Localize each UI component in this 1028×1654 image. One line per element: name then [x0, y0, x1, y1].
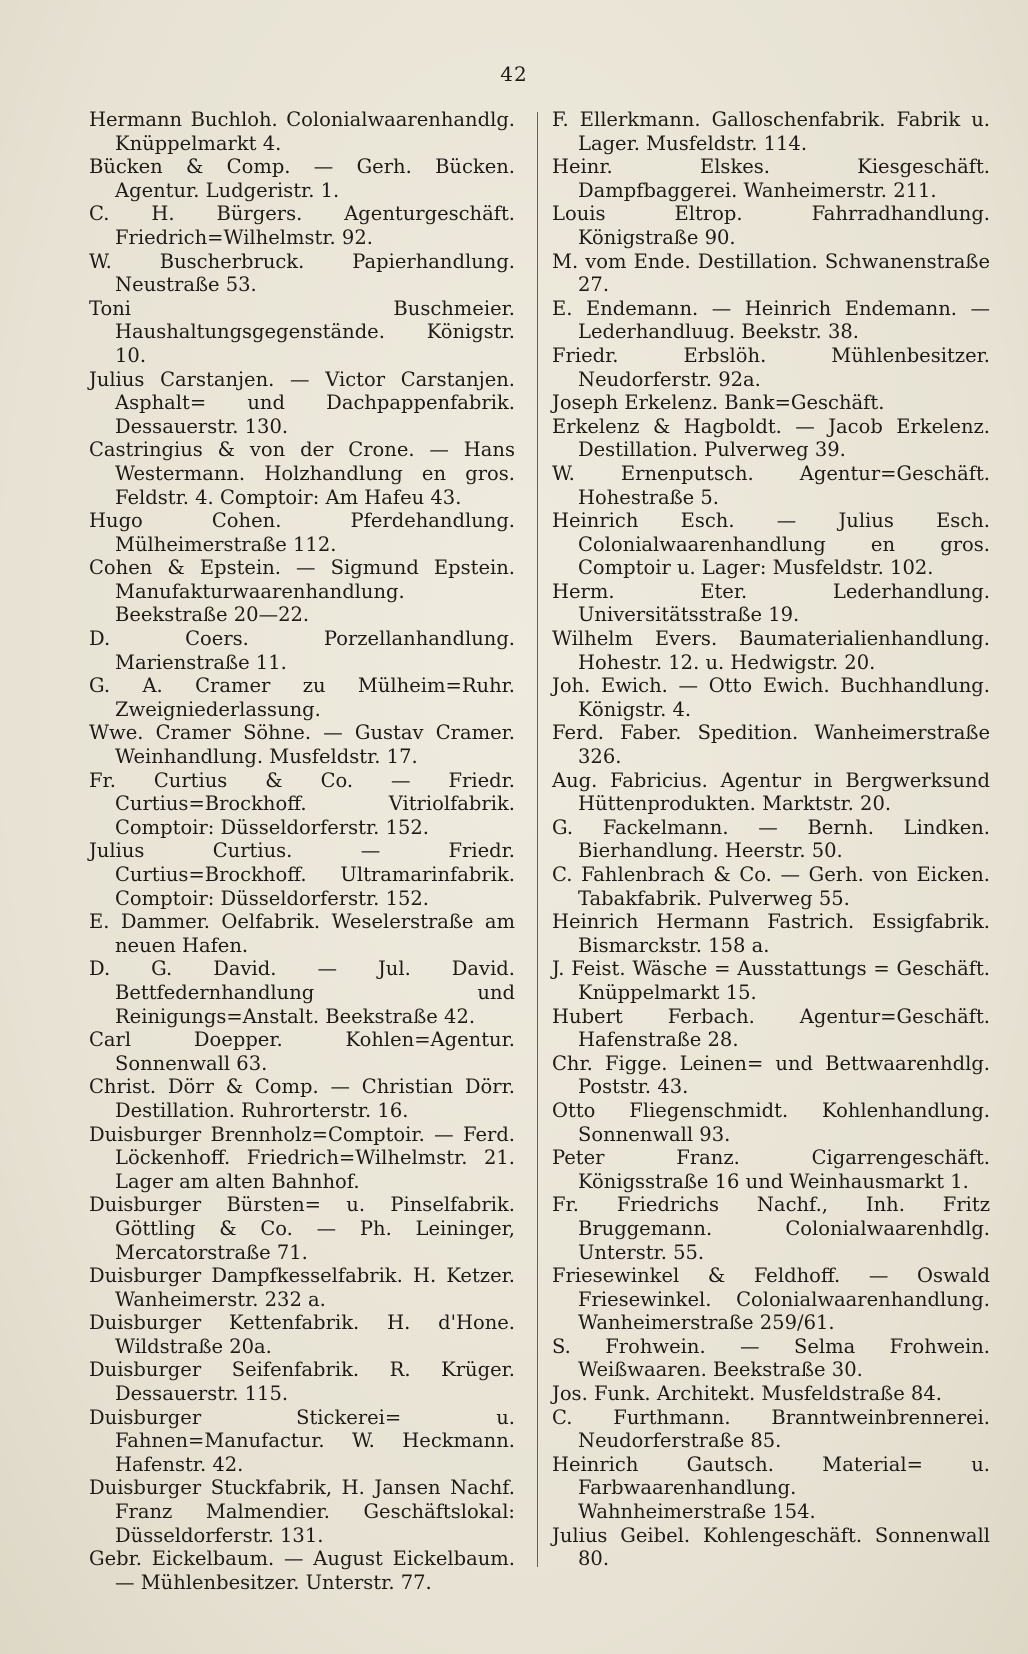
directory-entry: Chr. Figge. Leinen= und Bettwaarenhdlg. Poststr. 43.: [552, 1051, 990, 1099]
directory-entry: Duisburger Stickerei= u. Fahnen=Manufactur. W. Heckmann. Hafenstr. 42.: [89, 1405, 515, 1476]
directory-entry: Toni Buschmeier. Haushaltungsgegenstände. Königstr. 10.: [89, 296, 515, 367]
directory-entry: Carl Doepper. Kohlen=Agentur. Sonnenwall 63.: [89, 1028, 515, 1075]
page-number: 42: [500, 62, 528, 86]
directory-entry: Duisburger Stuckfabrik, H. Jansen Nachf. Franz Malmendier. Geschäftslokal: Düsseldorferstr. 131.: [89, 1476, 515, 1547]
directory-entry: Christ. Dörr & Comp. — Christian Dörr. Destillation. Ruhrorterstr. 16.: [89, 1075, 515, 1122]
directory-entry: Duisburger Bürsten= u. Pinselfabrik. Göttling & Co. — Ph. Leininger, Mercatorstraße 71.: [89, 1193, 515, 1264]
directory-entry: Jos. Funk. Architekt. Musfeldstraße 84.: [552, 1382, 942, 1406]
directory-entry: Friesewinkel & Feldhoff. — Oswald Friesewinkel. Colonialwaarenhandlung. Wanheimerstraße 259/61.: [552, 1264, 990, 1335]
directory-entry: M. vom Ende. Destillation. Schwanenstraße 27.: [552, 249, 990, 297]
directory-entry: Hubert Ferbach. Agentur=Geschäft. Hafenstraße 28.: [552, 1004, 990, 1052]
directory-entry: Aug. Fabricius. Agentur in Bergwerksund Hüttenprodukten. Marktstr. 20.: [552, 768, 990, 816]
directory-entry: Louis Eltrop. Fahrradhandlung. Königstraße 90.: [552, 202, 990, 249]
right-column: [552, 108, 990, 1571]
directory-entry: Erkelenz & Hagboldt. — Jacob Erkelenz. Destillation. Pulverweg 39.: [552, 414, 990, 462]
directory-entry: Hermann Buchloh. Colonialwaarenhandlg. Knüppelmarkt 4.: [89, 108, 515, 155]
left-column: [89, 108, 515, 1594]
directory-entry: Cohen & Epstein. — Sigmund Epstein. Manufakturwaarenhandlung. Beekstraße 20—22.: [89, 556, 515, 627]
directory-entry: Friedr. Erbslöh. Mühlenbesitzer. Neudorferstr. 92a.: [552, 343, 990, 391]
directory-entry: Otto Fliegenschmidt. Kohlenhandlung. Sonnenwall 93.: [552, 1098, 990, 1146]
directory-entry: F. Ellerkmann. Galloschenfabrik. Fabrik u. Lager. Musfeldstr. 114.: [552, 108, 990, 155]
directory-entry: D. Coers. Porzellanhandlung. Marienstraße 11.: [89, 627, 515, 674]
directory-entry: Julius Curtius. — Friedr. Curtius=Brockhoff. Ultramarinfabrik. Comptoir: Düsseldorferstr. 152.: [89, 839, 515, 910]
directory-entry: Wilhelm Evers. Baumaterialienhandlung. Hohestr. 12. u. Hedwigstr. 20.: [552, 627, 990, 674]
directory-entry: C. H. Bürgers. Agenturgeschäft. Friedrich=Wilhelmstr. 92.: [89, 202, 515, 249]
directory-entry: Heinrich Hermann Fastrich. Essigfabrik. Bismarckstr. 158 a.: [552, 910, 990, 957]
directory-entry: Duisburger Brennholz=Comptoir. — Ferd. Löckenhoff. Friedrich=Wilhelmstr. 21. Lager am alten Bahnhof.: [89, 1122, 515, 1193]
directory-entry: W. Buscherbruck. Papierhandlung. Neustraße 53.: [89, 249, 515, 297]
directory-entry: Bücken & Comp. — Gerh. Bücken. Agentur. Ludgeristr. 1.: [89, 155, 515, 202]
directory-entry: Joseph Erkelenz. Bank=Geschäft.: [552, 391, 885, 415]
directory-entry: Herm. Eter. Lederhandlung. Universitätsstraße 19.: [552, 579, 990, 627]
directory-entry: Heinrich Gautsch. Material= u. Farbwaarenhandlung. Wahnheimerstraße 154.: [552, 1452, 990, 1524]
directory-entry: J. Feist. Wäsche = Ausstattungs = Geschäft. Knüppelmarkt 15.: [552, 957, 990, 1004]
directory-entry: Fr. Friedrichs Nachf., Inh. Fritz Bruggemann. Colonialwaarenhdlg. Unterstr. 55.: [552, 1193, 990, 1264]
directory-entry: Fr. Curtius & Co. — Friedr. Curtius=Brockhoff. Vitriolfabrik. Comptoir: Düsseldorferstr. 152.: [89, 768, 515, 839]
directory-entry: S. Frohwein. — Selma Frohwein. Weißwaaren. Beekstraße 30.: [552, 1334, 990, 1382]
directory-entry: Castringius & von der Crone. — Hans Westermann. Holzhandlung en gros. Feldstr. 4. Comptoir: Am Hafeu 43.: [89, 438, 515, 509]
directory-entry: Gebr. Eickelbaum. — August Eickelbaum. — Mühlenbesitzer. Unterstr. 77.: [89, 1547, 515, 1594]
column-divider: [537, 112, 538, 1567]
directory-entry: G. A. Cramer zu Mülheim=Ruhr. Zweigniederlassung.: [89, 674, 515, 721]
directory-entry: Joh. Ewich. — Otto Ewich. Buchhandlung. Königstr. 4.: [552, 674, 990, 721]
directory-entry: Ferd. Faber. Spedition. Wanheimerstraße 326.: [552, 721, 990, 769]
directory-entry: C. Furthmann. Branntweinbrennerei. Neudorferstraße 85.: [552, 1405, 990, 1453]
directory-entry: Heinrich Esch. — Julius Esch. Colonialwaarenhandlung en gros. Comptoir u. Lager: Musfeldstr. 102.: [552, 509, 990, 580]
directory-entry: E. Dammer. Oelfabrik. Weselerstraße am neuen Hafen.: [89, 910, 515, 957]
directory-entry: W. Ernenputsch. Agentur=Geschäft. Hohestraße 5.: [552, 461, 990, 509]
directory-entry: Duisburger Dampfkesselfabrik. H. Ketzer. Wanheimerstr. 232 a.: [89, 1264, 515, 1311]
directory-entry: Julius Geibel. Kohlengeschäft. Sonnenwall 80.: [552, 1523, 990, 1571]
directory-entry: C. Fahlenbrach & Co. — Gerh. von Eicken. Tabakfabrik. Pulverweg 55.: [552, 863, 990, 910]
directory-entry: Duisburger Kettenfabrik. H. d'Hone. Wildstraße 20a.: [89, 1311, 515, 1358]
directory-entry: D. G. David. — Jul. David. Bettfedernhandlung und Reinigungs=Anstalt. Beekstraße 42.: [89, 957, 515, 1028]
directory-entry: Peter Franz. Cigarrengeschäft. Königsstraße 16 und Weinhausmarkt 1.: [552, 1146, 990, 1193]
directory-entry: Duisburger Seifenfabrik. R. Krüger. Dessauerstr. 115.: [89, 1358, 515, 1406]
directory-entry: G. Fackelmann. — Bernh. Lindken. Bierhandlung. Heerstr. 50.: [552, 815, 990, 863]
directory-entry: Heinr. Elskes. Kiesgeschäft. Dampfbaggerei. Wanheimerstr. 211.: [552, 155, 990, 202]
directory-entry: Hugo Cohen. Pferdehandlung. Mülheimerstraße 112.: [89, 509, 515, 556]
directory-entry: E. Endemann. — Heinrich Endemann. — Lederhandluug. Beekstr. 38.: [552, 296, 990, 344]
directory-entry: Julius Carstanjen. — Victor Carstanjen. Asphalt= und Dachpappenfabrik. Dessauerstr. 130.: [89, 367, 515, 438]
directory-entry: Wwe. Cramer Söhne. — Gustav Cramer. Weinhandlung. Musfeldstr. 17.: [89, 721, 515, 769]
